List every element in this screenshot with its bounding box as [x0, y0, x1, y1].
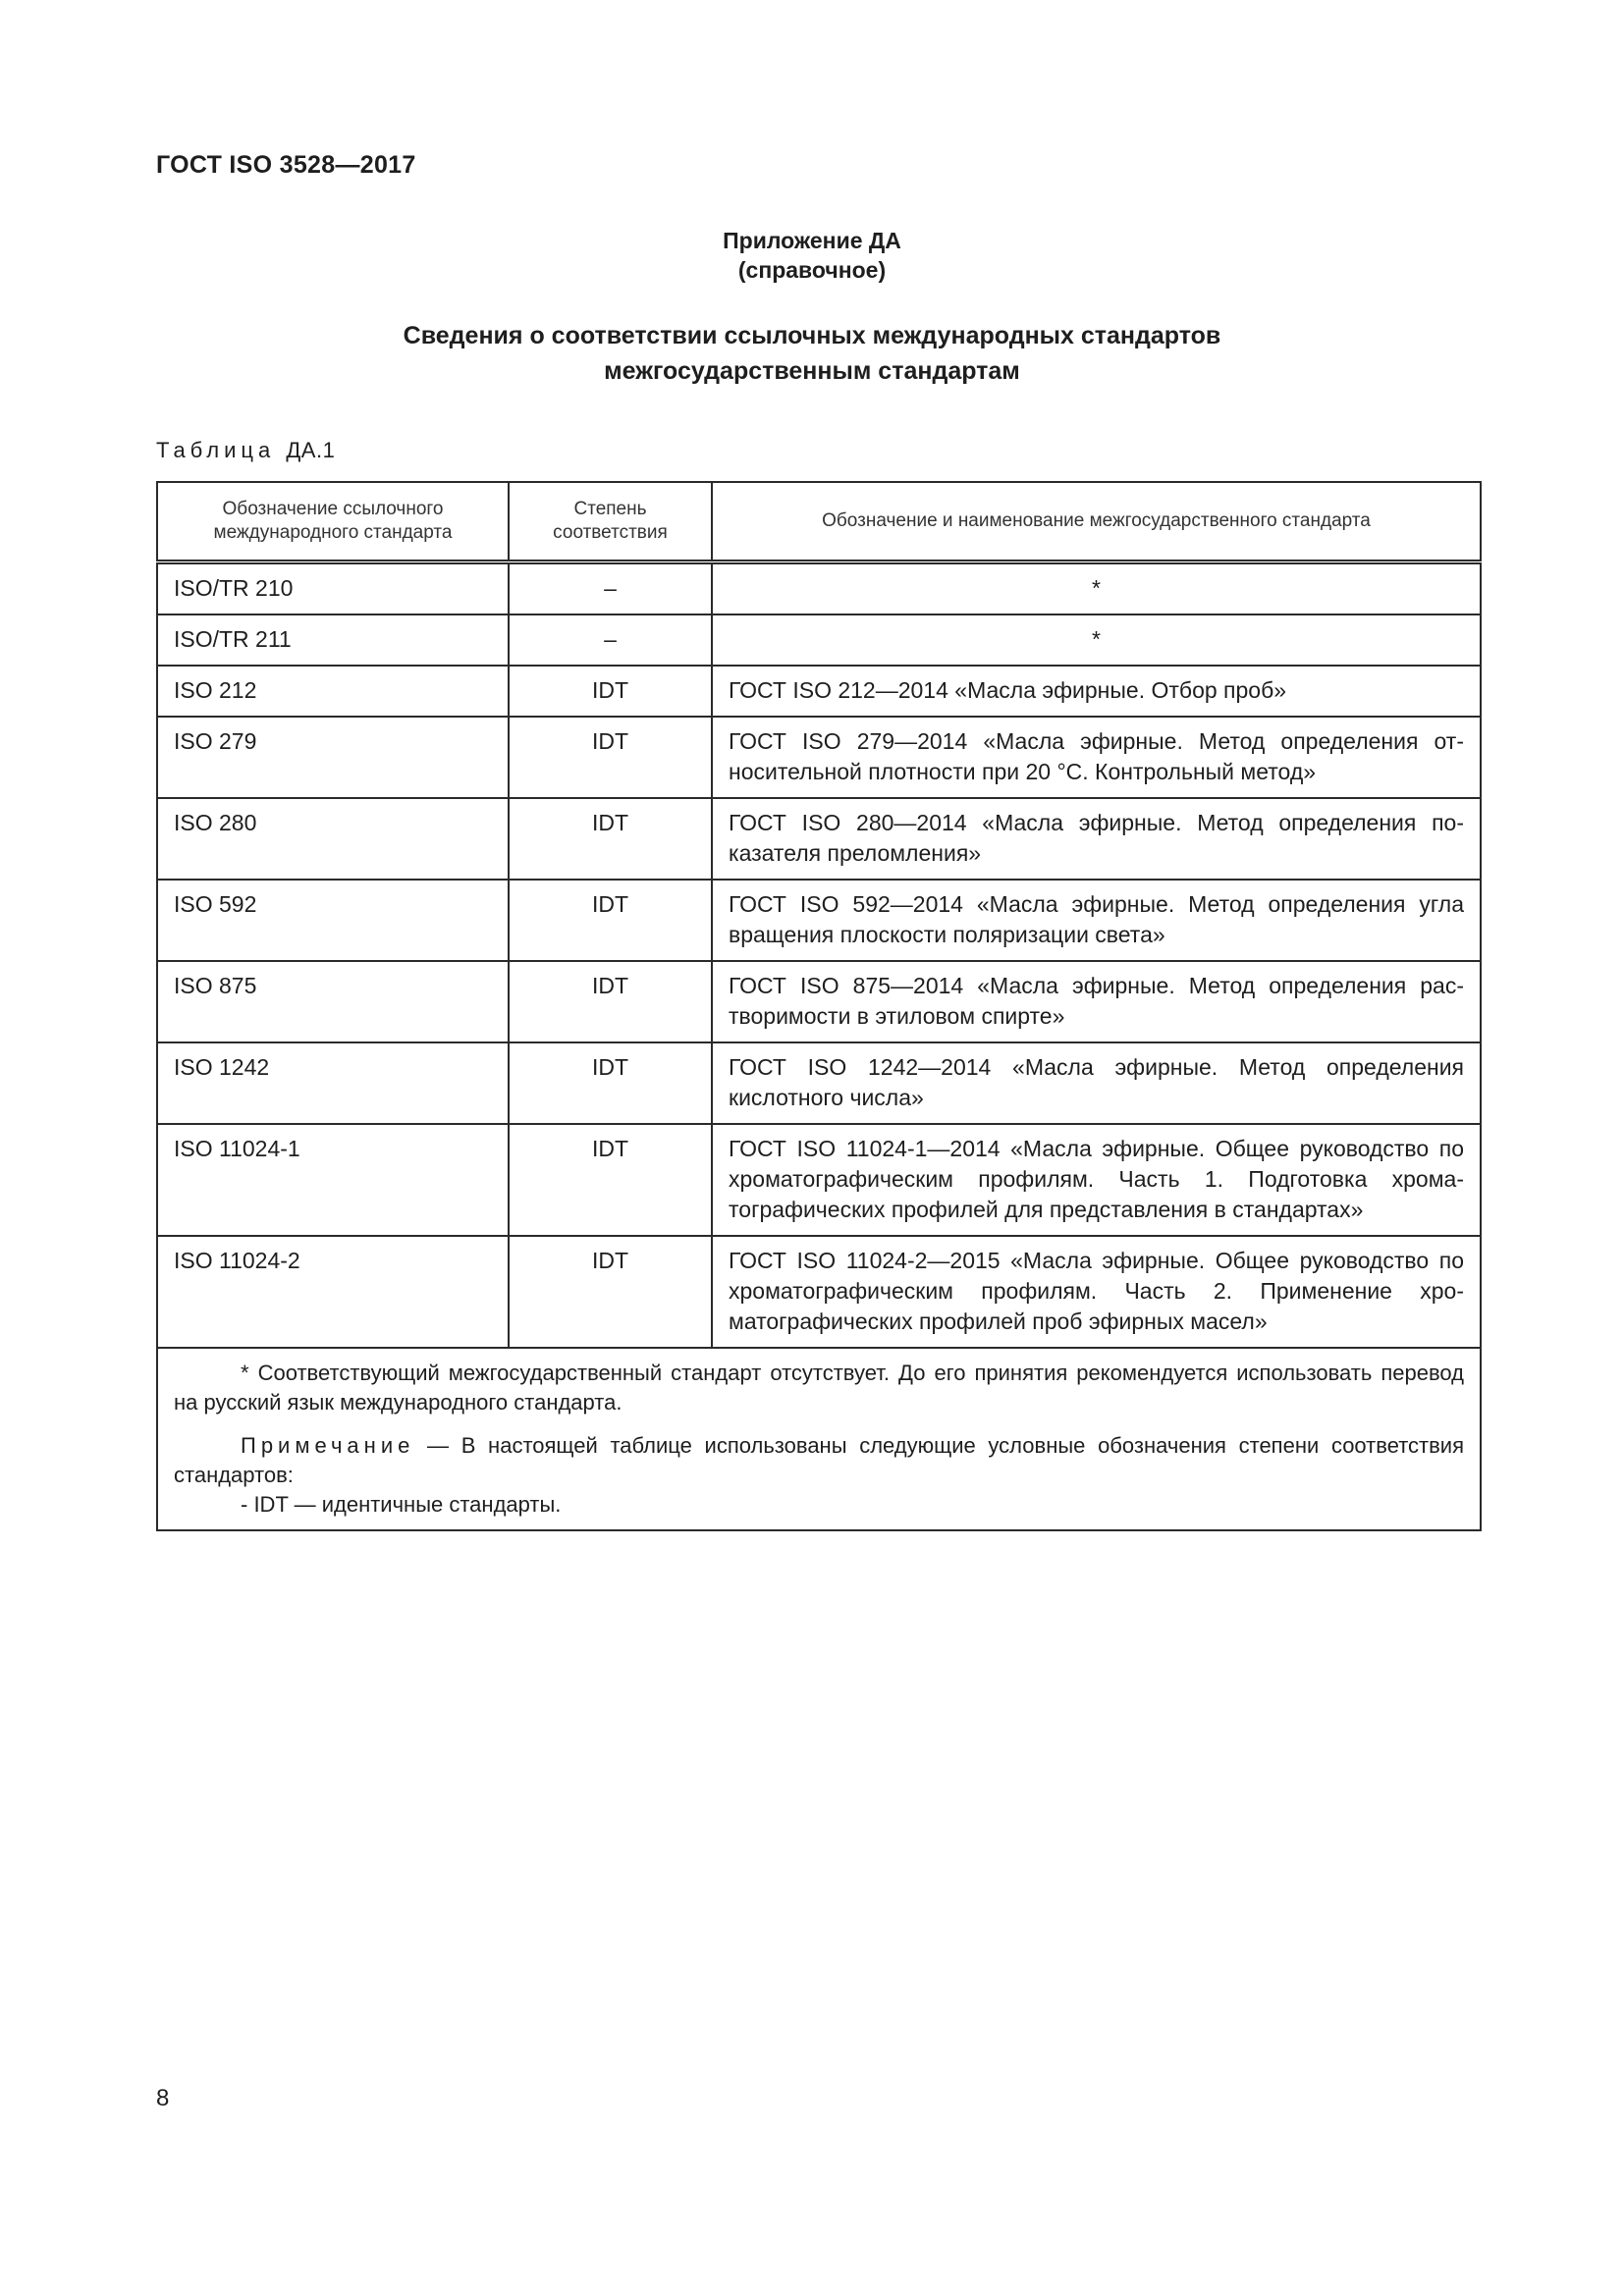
cell-standard: ГОСТ ISO 11024-2—2015 «Масла эфирные. Общее руководство по хроматографическим профилям. Часть 2. Применение хроматографических профилей проб эфирных масел»	[712, 1236, 1481, 1348]
cell-standard: ГОСТ ISO 1242—2014 «Масла эфирные. Метод определения кислотного числа»	[712, 1042, 1481, 1124]
table-row	[157, 798, 1481, 880]
table-row	[157, 562, 1481, 615]
page-number: 8	[156, 2085, 170, 2111]
table-row	[157, 880, 1481, 961]
cell-designation: ISO 11024-1	[157, 1124, 509, 1236]
table-row	[157, 1236, 1481, 1348]
table-row	[157, 614, 1481, 666]
cell-designation: ISO/TR 210	[157, 562, 509, 615]
cell-designation: ISO 280	[157, 798, 509, 880]
cell-degree: –	[509, 614, 712, 666]
column-header-degree: Степень соответствия	[509, 482, 712, 562]
cell-degree: IDT	[509, 1124, 712, 1236]
cell-standard: ГОСТ ISO 279—2014 «Масла эфирные. Метод определения относительной плотности при 20 °С. Контрольный метод»	[712, 717, 1481, 798]
cell-designation: ISO 592	[157, 880, 509, 961]
table-caption-number: ДА.1	[286, 438, 336, 462]
appendix-title: Приложение ДА	[723, 228, 901, 253]
note-text: — В настоящей таблице использованы следующие условные обозначения степени соответствия стандартов:	[174, 1433, 1464, 1487]
section-title	[0, 318, 1624, 389]
table-row	[157, 961, 1481, 1042]
table-footnote-row	[157, 1348, 1481, 1530]
column-header-standard: Обозначение и наименование межгосударственного стандарта	[712, 482, 1481, 562]
table-footnote: * Соответствующий межгосударственный стандарт отсутствует. До его принятия рекомендуется использовать перевод на русский язык международного стандарта.	[174, 1361, 1464, 1415]
table-row	[157, 666, 1481, 717]
cell-standard: ГОСТ ISO 212—2014 «Масла эфирные. Отбор проб»	[712, 666, 1481, 717]
cell-standard: ГОСТ ISO 592—2014 «Масла эфирные. Метод определения угла вращения плоскости поляризации света»	[712, 880, 1481, 961]
cell-designation: ISO 279	[157, 717, 509, 798]
cell-designation: ISO 875	[157, 961, 509, 1042]
note-item: - IDT — идентичные стандарты.	[241, 1492, 562, 1517]
table-row	[157, 1124, 1481, 1236]
table-note	[174, 1431, 1464, 1490]
cell-designation: ISO/TR 211	[157, 614, 509, 666]
table-header-row	[157, 482, 1481, 562]
cell-degree: IDT	[509, 961, 712, 1042]
document-code-header: ГОСТ ISO 3528—2017	[156, 151, 416, 179]
cell-standard: ГОСТ ISO 11024-1—2014 «Масла эфирные. Общее руководство по хроматографическим профилям. Часть 1. Подготовка хроматографических профилей для представления в стандартах»	[712, 1124, 1481, 1236]
cell-degree: IDT	[509, 717, 712, 798]
table-footnote-cell	[157, 1348, 1481, 1530]
section-title-line-1: Сведения о соответствии ссылочных международных стандартов	[403, 322, 1221, 349]
cell-designation: ISO 212	[157, 666, 509, 717]
table-row	[157, 1042, 1481, 1124]
cell-degree: –	[509, 562, 712, 615]
cell-degree: IDT	[509, 1236, 712, 1348]
table-caption	[156, 438, 335, 463]
cell-degree: IDT	[509, 1042, 712, 1124]
cell-degree: IDT	[509, 798, 712, 880]
column-header-designation: Обозначение ссылочного международного стандарта	[157, 482, 509, 562]
note-label: Примечание	[241, 1433, 415, 1458]
cell-designation: ISO 1242	[157, 1042, 509, 1124]
cell-designation: ISO 11024-2	[157, 1236, 509, 1348]
correspondence-table	[156, 481, 1482, 1531]
cell-standard: *	[712, 562, 1481, 615]
table-caption-label: Таблица	[156, 438, 276, 462]
cell-degree: IDT	[509, 666, 712, 717]
section-title-line-2: межгосударственным стандартам	[604, 357, 1020, 385]
cell-standard: ГОСТ ISO 875—2014 «Масла эфирные. Метод определения растворимости в этиловом спирте»	[712, 961, 1481, 1042]
table-row	[157, 717, 1481, 798]
cell-degree: IDT	[509, 880, 712, 961]
cell-standard: ГОСТ ISO 280—2014 «Масла эфирные. Метод определения показателя преломления»	[712, 798, 1481, 880]
correspondence-table-wrapper	[156, 481, 1480, 1531]
appendix-kind: (справочное)	[737, 257, 887, 283]
cell-standard: *	[712, 614, 1481, 666]
